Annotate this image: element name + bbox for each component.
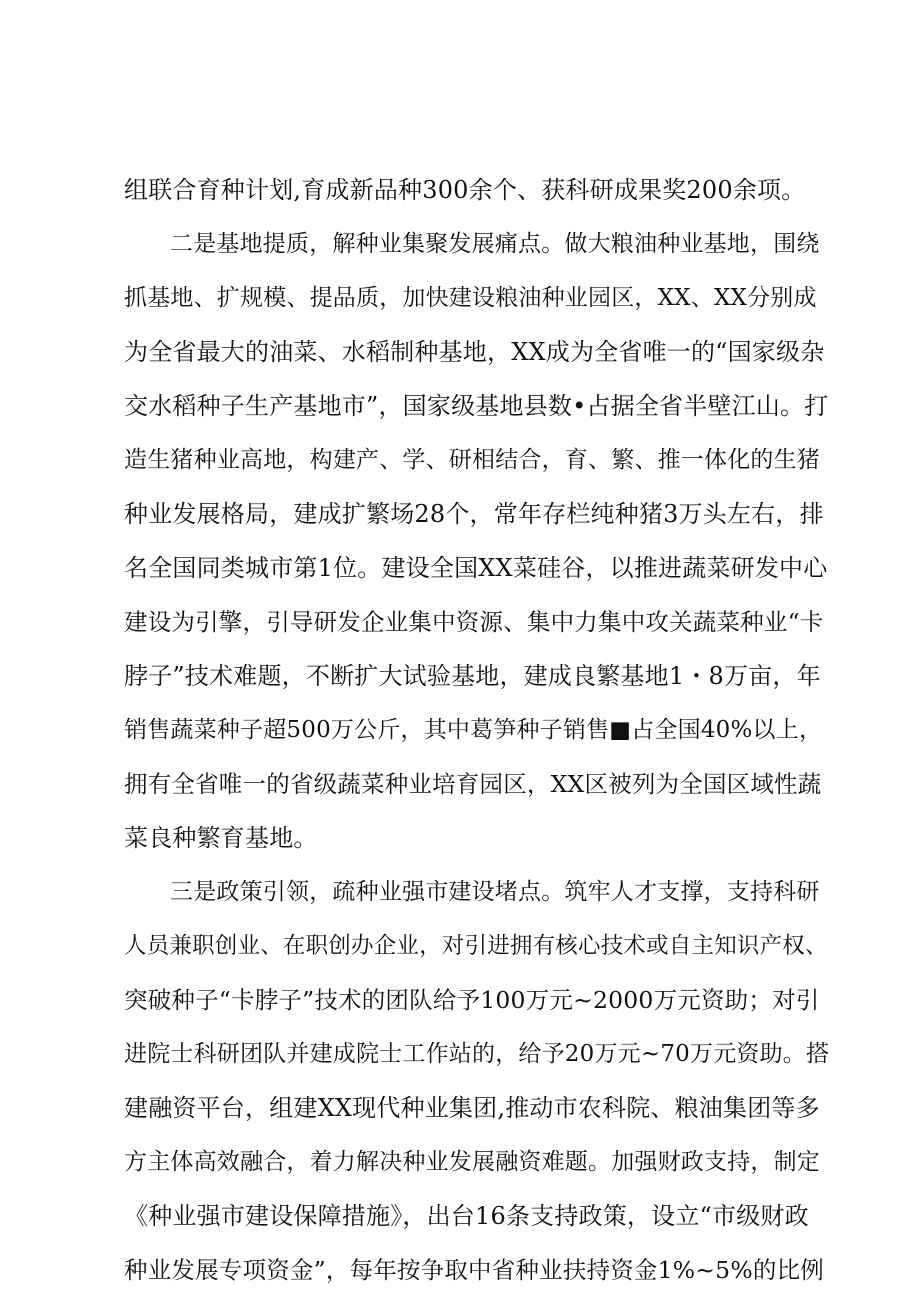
paragraph-first-line: 二是基地提质，解种业集聚发展痛点。做大粮油种业基地，围绕 <box>170 231 820 257</box>
text-line: 拥有全省唯一的省级蔬菜种业培育园区，XX区被列为全国区域性蔬 <box>124 770 822 798</box>
text-line: 交水稻种子生产基地市”，国家级基地县数•占据全省半壁江山。打 <box>124 392 829 420</box>
text-line: 进院士科研团队并建成院士工作站的，给予20万元~70万元资助。搭 <box>124 1041 830 1067</box>
text-line: 种业发展专项资金”，每年按争取中省种业扶持资金1%~5%的比例 <box>124 1256 824 1284</box>
text-line: 菜良种繁育基地。 <box>124 824 318 852</box>
text-line: 突破种子“卡脖子”技术的团队给予100万元~2000万元资助；对引 <box>124 986 820 1014</box>
text-line: 脖子”技术难题，不断扩大试验基地，建成良繁基地1・8万亩，年 <box>124 662 821 690</box>
text-line: 造生猪种业高地，构建产、学、研相结合，育、繁、推一体化的生猪 <box>124 447 820 473</box>
text-line: 人员兼职创业、在职创办企业，对引进拥有核心技术或自主知识产权、 <box>124 933 828 959</box>
text-line: 建设为引擎，引导研发企业集中资源、集中力集中攻关蔬菜种业“卡 <box>124 608 824 636</box>
text-line: 销售蔬菜种子超500万公斤，其中葛笋种子销售■占全国40%以上， <box>124 717 823 743</box>
text-line: 组联合育种计划,育成新品种300余个、获科研成果奖200余项。 <box>124 176 806 204</box>
text-line: 种业发展格局，建成扩繁场28个，常年存栏纯种猪3万头左右，排 <box>124 500 824 528</box>
text-line: 为全省最大的油菜、水稻制种基地，XX成为全省唯一的“国家级杂 <box>124 338 825 366</box>
text-line: 建融资平台，组建XX现代种业集团,推动市农科院、粮油集团等多 <box>124 1094 820 1122</box>
text-line: 《种业强市建设保障措施》，出台16条支持政策，设立“市级财政 <box>124 1202 809 1230</box>
paragraph-first-line: 三是政策引领，疏种业强市建设堵点。筑牢人才支撑，支持科研 <box>170 879 820 905</box>
text-line: 抓基地、扩规模、提品质，加快建设粮油种业园区，XX、XX分别成 <box>124 285 817 311</box>
text-line: 方主体高效融合，着力解决种业发展融资难题。加强财政支持，制定 <box>124 1149 820 1175</box>
text-line: 名全国同类城市第1位。建设全国XX菜硅谷，以推进蔬菜研发中心 <box>124 554 828 582</box>
